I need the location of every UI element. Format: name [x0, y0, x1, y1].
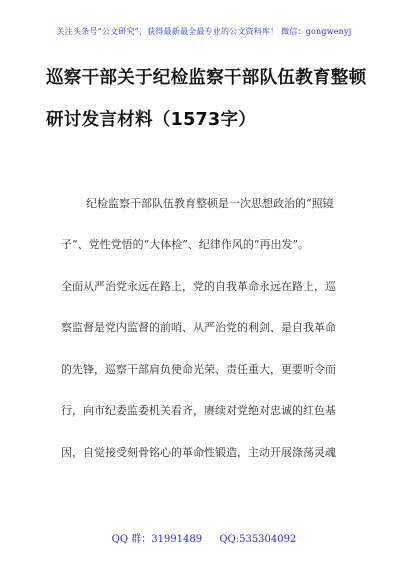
- header-note: 关注头条号“公文研究”，获得最新最全最专业的公文资料库！ 微信：gongwenyj: [56, 27, 352, 36]
- body-line: 的先锋，巡察干部肩负使命光荣、责任重大，更要听令而: [61, 363, 336, 376]
- body-line: 纪检监察干部队伍教育整顿是一次思想政治的“照镜: [86, 197, 334, 210]
- footer-contact: [0, 530, 408, 545]
- body-line: 全面从严治党永远在路上，党的自我革命永远在路上，巡: [61, 280, 336, 293]
- document-title-line-1: 巡察干部关于纪检监察干部队伍教育整顿: [46, 68, 367, 88]
- footer-qq-group: QQ 群：31991489: [111, 534, 203, 545]
- body-line: 子”、党性党悟的“大体检”、纪律作风的“再出发”。: [61, 238, 310, 251]
- document-title-line-2: 研讨发言材料（1573字）: [46, 110, 257, 130]
- footer-qq-number: QQ:535304092: [219, 534, 297, 545]
- body-line: 察监督是党内监督的前哨、从严治党的利剑、是自我革命: [61, 321, 336, 334]
- body-line: 行，向市纪委监委机关看齐，赓续对党绝对忠诚的红色基: [61, 404, 336, 417]
- body-line: 因，自觉接受刻骨铭心的革命性锻造，主动开展涤荡灵魂: [61, 446, 336, 459]
